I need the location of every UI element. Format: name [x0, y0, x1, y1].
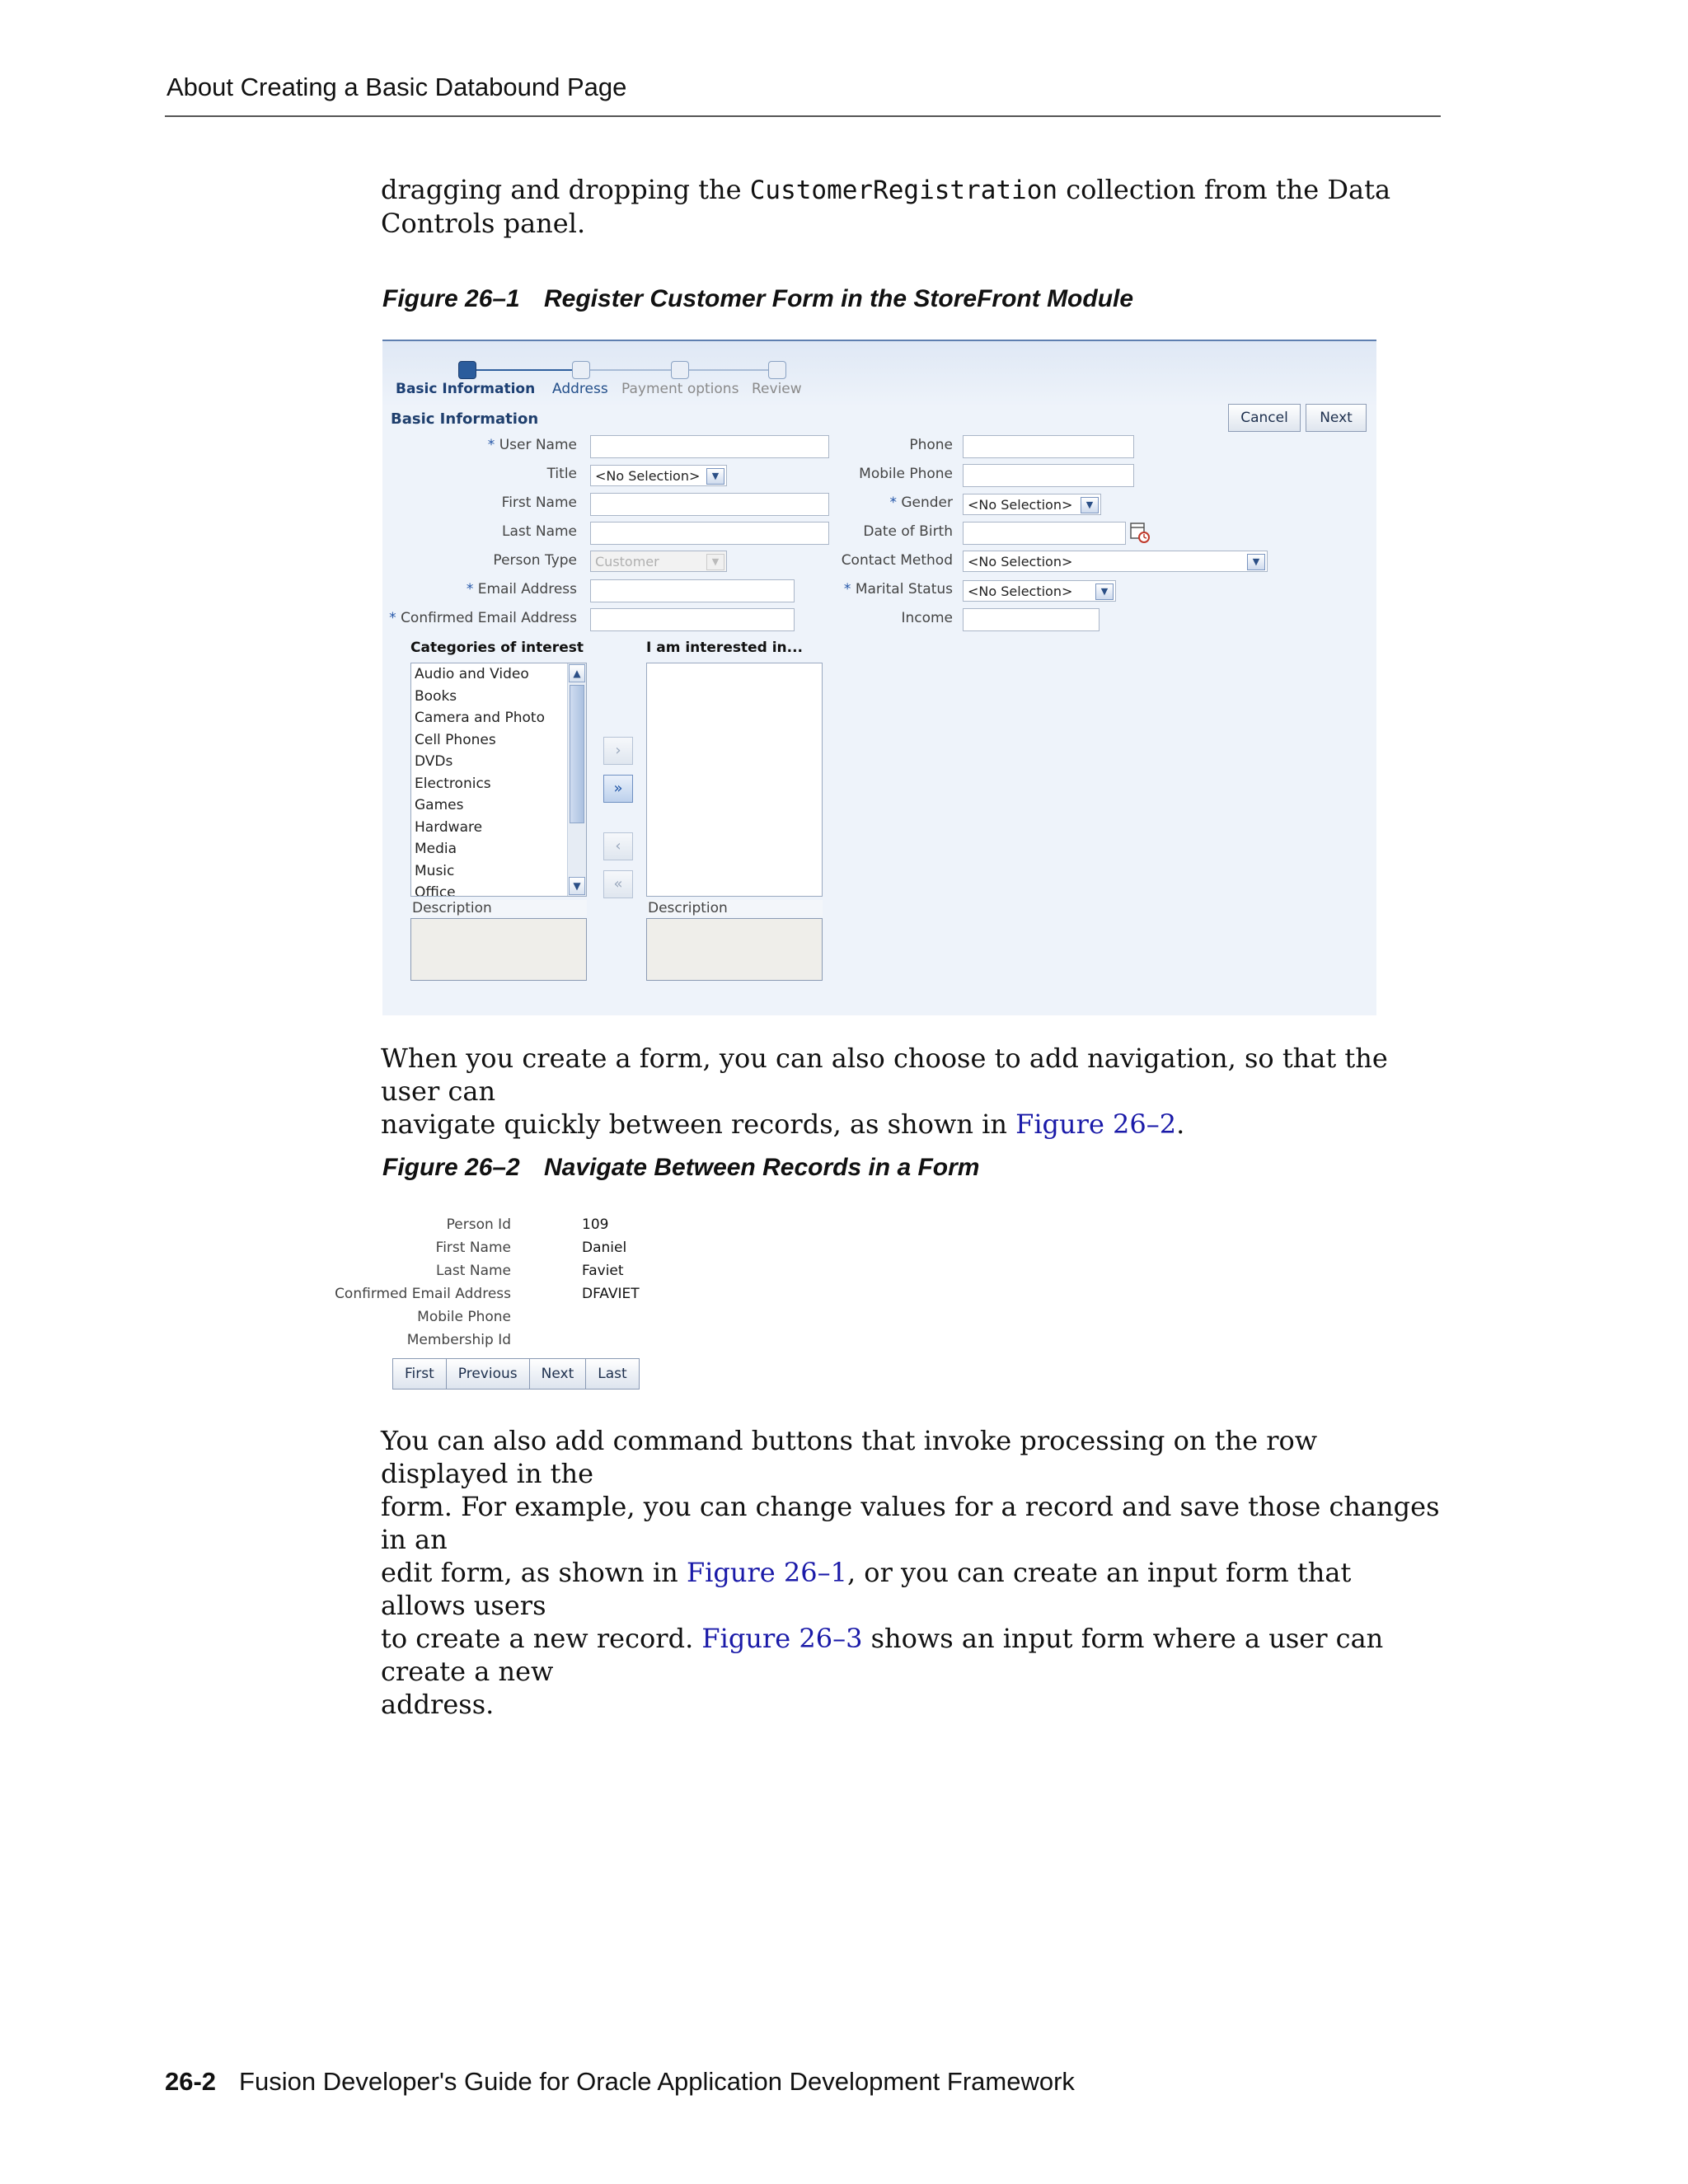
train-connector: [470, 369, 580, 371]
train-stop-review[interactable]: [768, 361, 786, 379]
train-connector: [687, 369, 775, 371]
scroll-up-icon[interactable]: ▲: [569, 664, 585, 682]
intro-text-1: dragging and dropping the: [381, 174, 750, 205]
section-title: Basic Information: [391, 410, 539, 428]
list-item[interactable]: Office: [415, 884, 456, 897]
intro-paragraph: [381, 173, 1444, 240]
figure-26-1-link[interactable]: Figure 26–1: [686, 1557, 847, 1588]
person-type-label: Person Type: [493, 552, 577, 569]
figure2-title: Navigate Between Records in a Form: [544, 1154, 980, 1181]
description-label-right: Description: [648, 900, 823, 916]
record-row: Last Name Faviet: [436, 1263, 624, 1279]
list-item[interactable]: Media: [415, 841, 457, 857]
contact-method-select[interactable]: <No Selection> ▼: [963, 551, 1268, 572]
running-header: About Creating a Basic Databound Page: [166, 73, 627, 101]
last-name-label: Last Name: [502, 523, 577, 540]
chevron-down-icon[interactable]: ▼: [1081, 497, 1099, 513]
interested-list[interactable]: [646, 663, 823, 897]
header-rule: [165, 115, 1441, 117]
confirm-email-input[interactable]: [590, 608, 795, 631]
list-item[interactable]: Camera and Photo: [415, 710, 545, 726]
chevron-down-icon: ▼: [706, 554, 724, 570]
date-of-birth-input[interactable]: [963, 522, 1126, 545]
figure-26-3-link[interactable]: Figure 26–3: [701, 1623, 863, 1654]
navigate-records-screenshot: [335, 1208, 656, 1391]
calendar-icon[interactable]: [1129, 521, 1149, 542]
train-stop-address[interactable]: [572, 361, 590, 379]
para3-line2: form. For example, you can change values for a record and save those changes in an: [381, 1491, 1440, 1555]
income-input[interactable]: [963, 608, 1100, 631]
para2-line2: navigate quickly between records, as shown in: [381, 1108, 1016, 1140]
command-buttons-paragraph: You can also add command buttons that invoke processing on the row displayed in the form. For example, you can change values for a record and save those changes in an edit form, as shown in Figure 26–1, or you can create an input form that allows users to create a new record. Figure 26–3 shows an input form where a user can create a new address.: [381, 1425, 1440, 1720]
next-button[interactable]: Next: [530, 1359, 587, 1389]
move-all-right-icon[interactable]: »: [603, 775, 633, 803]
first-name-input[interactable]: [590, 493, 829, 516]
list-item[interactable]: Games: [415, 797, 464, 813]
figure2-caption: [382, 1154, 980, 1182]
phone-input[interactable]: [963, 435, 1134, 458]
description-label-left: Description: [412, 900, 587, 916]
train-label-review[interactable]: Review: [752, 381, 802, 397]
train-label-basic-information[interactable]: Basic Information: [396, 381, 536, 397]
categories-header: Categories of interest: [410, 640, 584, 656]
page-footer: [165, 2067, 1075, 2097]
list-item[interactable]: Hardware: [415, 818, 483, 836]
previous-button[interactable]: Previous: [447, 1359, 530, 1389]
list-item[interactable]: Audio and Video: [415, 666, 529, 682]
para3-line5: address.: [381, 1689, 495, 1720]
chevron-down-icon[interactable]: ▼: [706, 468, 724, 485]
scroll-down-icon[interactable]: ▼: [569, 877, 585, 895]
para2-line1: When you create a form, you can also choose to add navigation, so that the user can: [381, 1043, 1388, 1107]
figure1-caption: [382, 285, 1133, 313]
user-name-input[interactable]: [590, 435, 829, 458]
marital-status-label: * Marital Status: [843, 581, 953, 598]
list-item[interactable]: DVDs: [415, 753, 453, 770]
train-label-address[interactable]: Address: [552, 381, 608, 397]
contact-method-label: Contact Method: [841, 552, 953, 569]
figure2-number: Figure 26–2: [382, 1154, 520, 1181]
mobile-phone-label: Mobile Phone: [859, 466, 953, 482]
last-button[interactable]: Last: [598, 1366, 627, 1382]
figure1-number: Figure 26–1: [382, 285, 520, 312]
record-row: Person Id 109: [446, 1216, 609, 1233]
list-item[interactable]: Electronics: [415, 775, 491, 792]
record-row: Confirmed Email Address DFAVIET: [335, 1286, 640, 1302]
train-stop-basic-information[interactable]: [458, 361, 476, 379]
cancel-button[interactable]: Cancel: [1228, 404, 1301, 432]
para3-line1: You can also add command buttons that invoke processing on the row displayed in the: [381, 1425, 1318, 1489]
first-button[interactable]: First: [393, 1359, 447, 1389]
book-title: Fusion Developer's Guide for Oracle Application Development Framework: [239, 2067, 1075, 2096]
figure-26-2-link[interactable]: Figure 26–2: [1015, 1108, 1177, 1140]
intro-code: CustomerRegistration: [749, 176, 1058, 205]
title-label: Title: [546, 466, 577, 482]
record-row: Mobile Phone: [417, 1309, 511, 1325]
move-left-icon[interactable]: ‹: [603, 832, 633, 860]
navigation-paragraph: When you create a form, you can also choose to add navigation, so that the user can navigate quickly between records, as shown in Figure 26–2.: [381, 1043, 1388, 1140]
vertical-scrollbar[interactable]: [567, 663, 586, 896]
train-label-payment-options[interactable]: Payment options: [621, 381, 739, 397]
last-name-input[interactable]: [590, 522, 829, 545]
record-navigation-bar: [392, 1358, 640, 1390]
intro-text-3: Controls panel.: [381, 208, 586, 239]
description-box-left: [410, 918, 587, 981]
record-row: Membership Id: [406, 1332, 511, 1348]
register-customer-form-screenshot: [382, 340, 1376, 1015]
list-item[interactable]: Books: [415, 687, 457, 705]
email-label: * Email Address: [466, 581, 577, 598]
gender-select[interactable]: <No Selection> ▼: [963, 494, 1101, 515]
mobile-phone-input[interactable]: [963, 464, 1134, 487]
gender-label: * Gender: [889, 494, 953, 511]
interested-header: I am interested in...: [646, 640, 804, 656]
train-stop-payment-options[interactable]: [671, 361, 689, 379]
list-item[interactable]: Music: [415, 862, 455, 879]
move-all-left-icon[interactable]: «: [603, 870, 633, 898]
email-input[interactable]: [590, 579, 795, 602]
confirm-email-label: * Confirmed Email Address: [389, 610, 577, 626]
move-right-icon[interactable]: ›: [603, 737, 633, 765]
figure1-title: Register Customer Form in the StoreFront Module: [544, 285, 1134, 312]
person-type-select: Customer ▼: [590, 551, 727, 572]
intro-text-2: collection from the Data: [1057, 174, 1391, 205]
title-select[interactable]: <No Selection> ▼: [590, 465, 727, 486]
chevron-down-icon[interactable]: ▼: [1247, 554, 1265, 570]
first-name-label: First Name: [501, 494, 577, 511]
phone-label: Phone: [909, 437, 953, 453]
record-row: First Name Daniel: [435, 1240, 627, 1256]
chevron-down-icon[interactable]: ▼: [1095, 583, 1114, 600]
page-number: 26-2: [165, 2067, 217, 2096]
train-connector: [588, 369, 674, 371]
list-item[interactable]: Cell Phones: [415, 731, 496, 748]
marital-status-select[interactable]: <No Selection> ▼: [963, 580, 1116, 602]
date-of-birth-label: Date of Birth: [863, 523, 953, 540]
next-button[interactable]: Next: [1306, 404, 1367, 432]
description-box-right: [646, 918, 823, 981]
income-label: Income: [901, 610, 953, 626]
user-name-label: * User Name: [487, 437, 577, 453]
scrollbar-thumb[interactable]: [570, 685, 584, 823]
categories-list[interactable]: [410, 663, 587, 897]
